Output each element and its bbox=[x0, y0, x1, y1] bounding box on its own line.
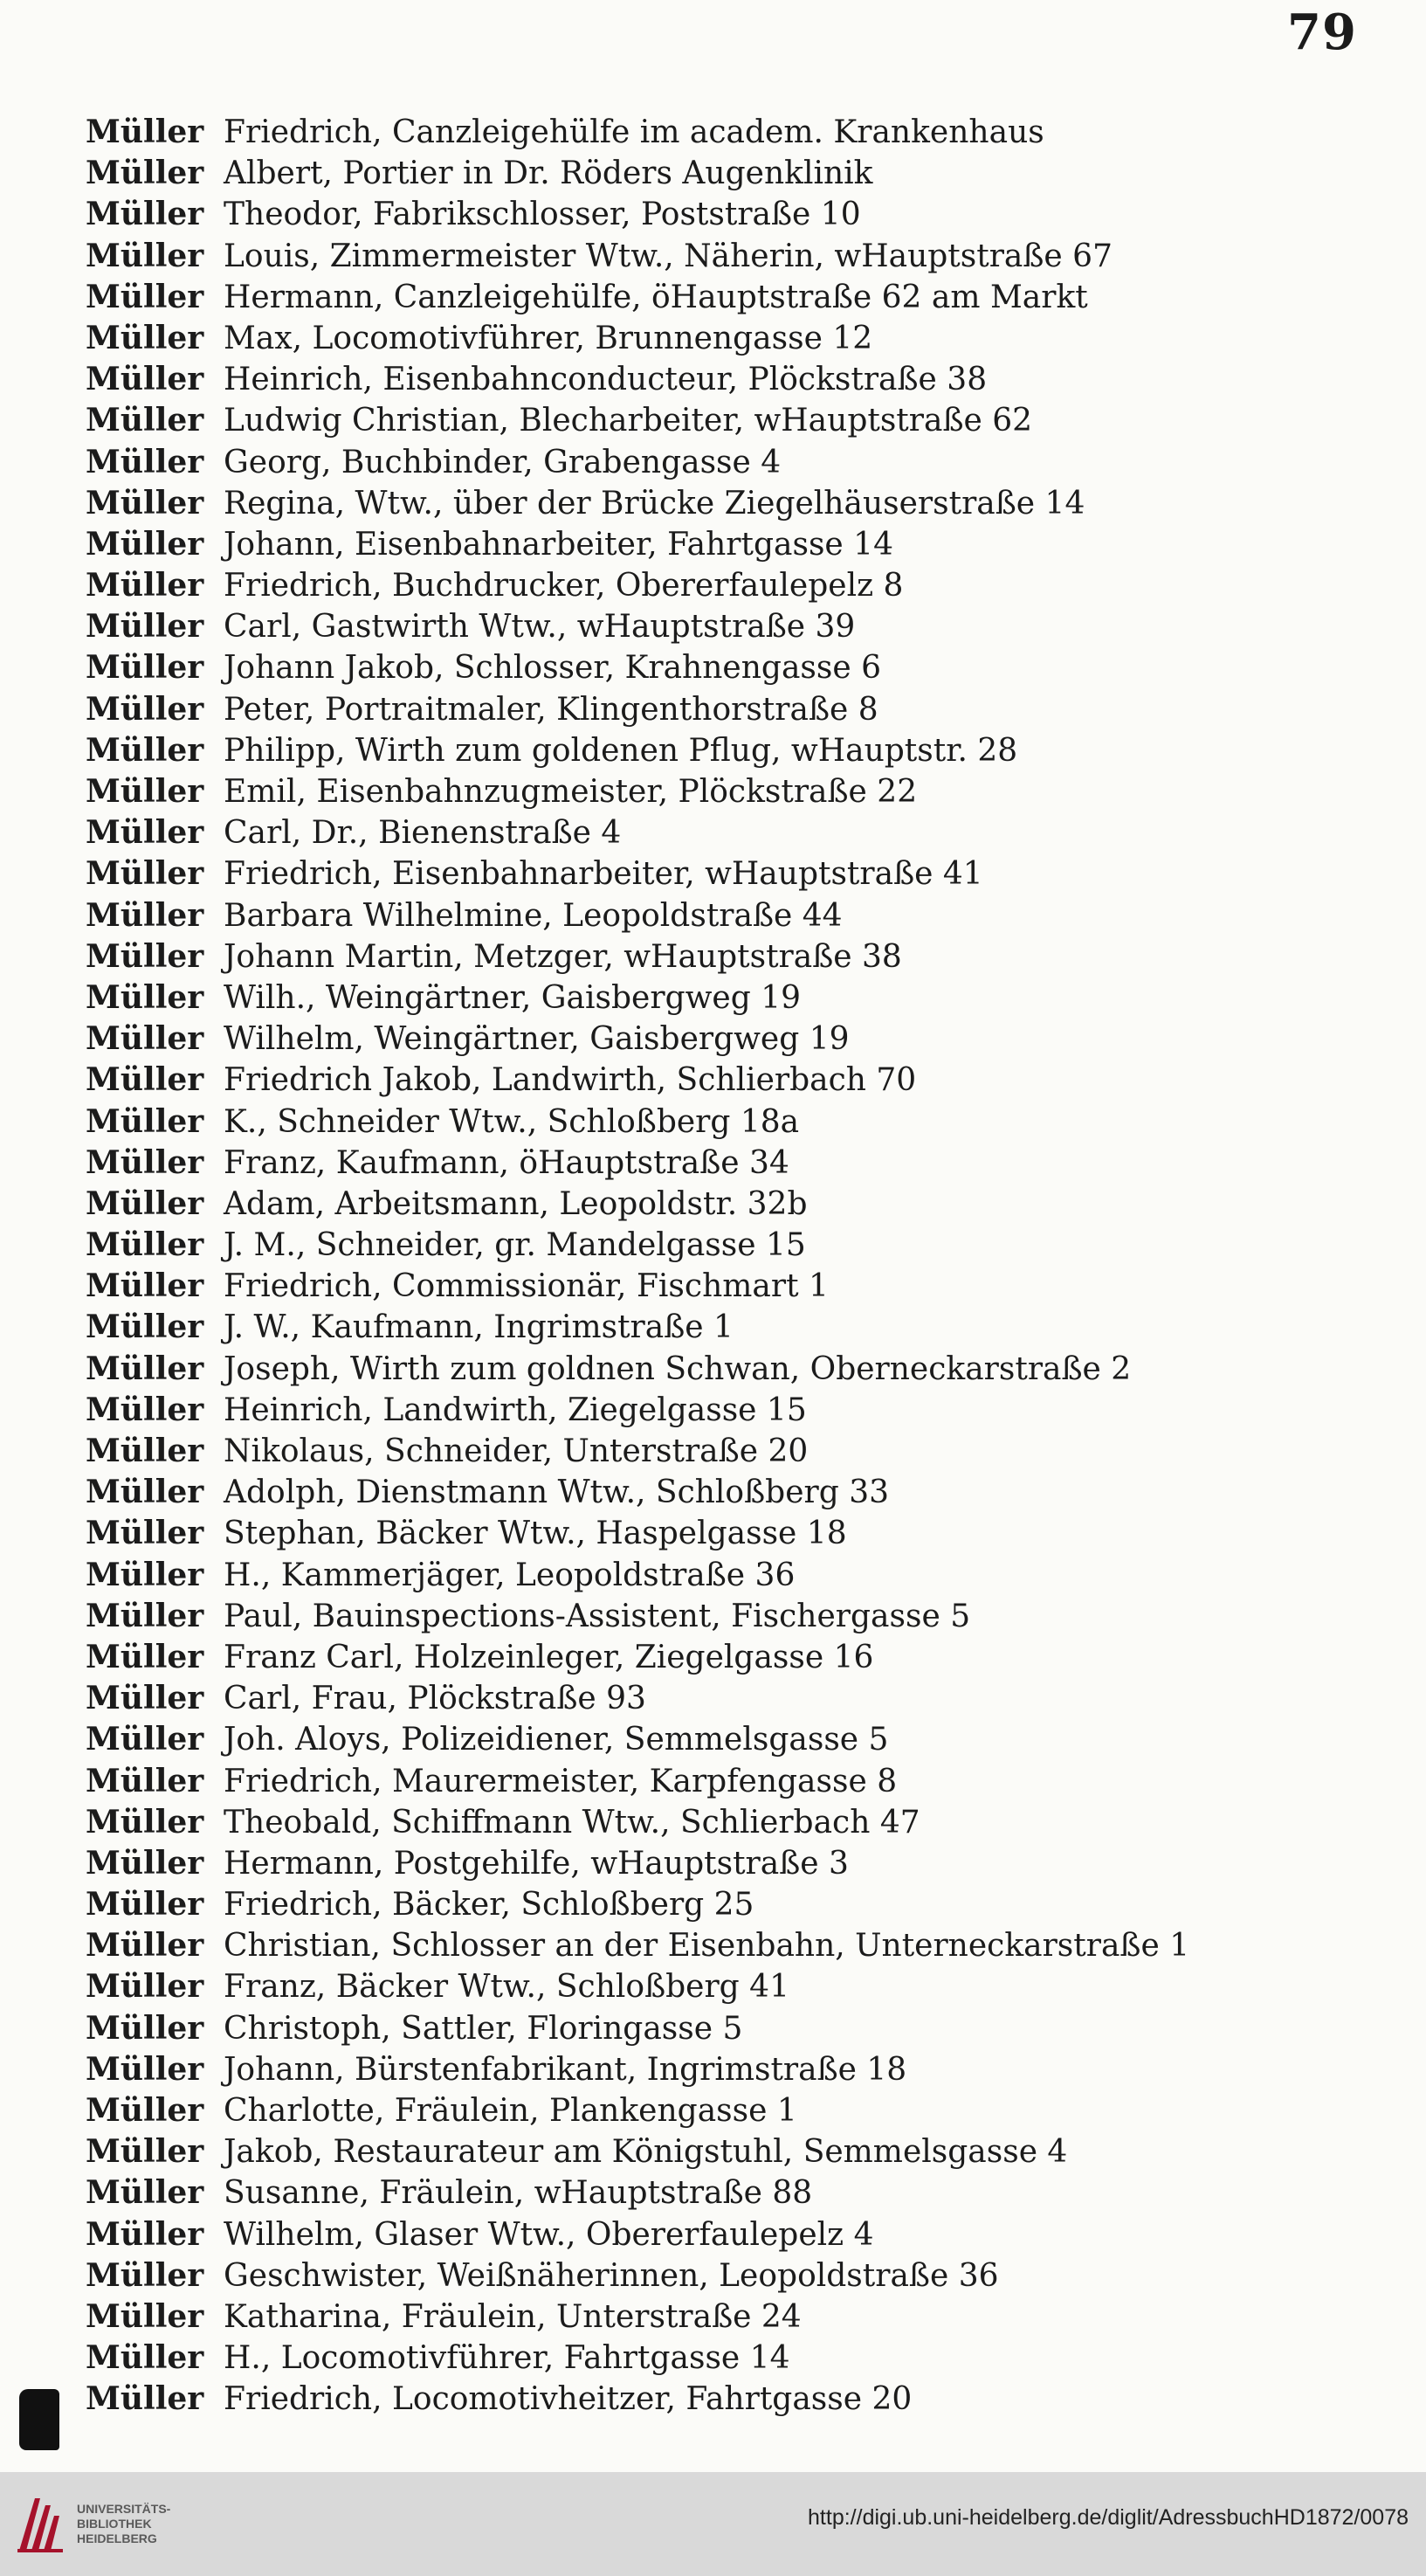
entry-surname: Müller bbox=[86, 402, 204, 439]
entry-surname: Müller bbox=[86, 1556, 204, 1593]
directory-entry bbox=[86, 1472, 1395, 1513]
directory-entry bbox=[86, 1143, 1395, 1184]
university-library-logo bbox=[16, 2491, 190, 2558]
entry-details: Friedrich, Locomotivheitzer, Fahrtgasse 20 bbox=[224, 2381, 913, 2418]
entry-surname: Müller bbox=[86, 2297, 204, 2335]
logo-text bbox=[77, 2502, 170, 2546]
entry-surname: Müller bbox=[86, 1184, 204, 1222]
entry-details: Joh. Aloys, Polizeidiener, Semmelsgasse 5 bbox=[224, 1722, 889, 1758]
entry-surname: Müller bbox=[86, 1803, 204, 1840]
entry-details: Hermann, Canzleigehülfe, öHauptstraße 62 am Markt bbox=[224, 279, 1088, 315]
entry-surname: Müller bbox=[86, 1597, 204, 1634]
entry-details: J. W., Kaufmann, Ingrimstraße 1 bbox=[224, 1309, 734, 1346]
entry-details: Friedrich, Commissionär, Fischmart 1 bbox=[224, 1268, 829, 1305]
entry-details: Friedrich, Eisenbahnarbeiter, wHauptstraße 41 bbox=[224, 856, 983, 893]
entry-details: Ludwig Christian, Blecharbeiter, wHauptstraße 62 bbox=[224, 403, 1033, 439]
entry-details: Heinrich, Landwirth, Ziegelgasse 15 bbox=[224, 1392, 807, 1428]
entry-details: Wilh., Weingärtner, Gaisbergweg 19 bbox=[224, 979, 802, 1016]
logo-line-2: BIBLIOTHEK bbox=[77, 2517, 152, 2531]
directory-entry bbox=[86, 2255, 1395, 2296]
directory-entry bbox=[86, 400, 1395, 441]
directory-entry bbox=[86, 1349, 1395, 1390]
entry-surname: Müller bbox=[86, 773, 204, 810]
entry-details: Wilhelm, Glaser Wtw., Obererfaulepelz 4 bbox=[224, 2216, 874, 2253]
directory-entry bbox=[86, 1884, 1395, 1925]
directory-entry bbox=[86, 1225, 1395, 1266]
directory-entry bbox=[86, 895, 1395, 936]
directory-entry bbox=[86, 647, 1395, 688]
entry-surname: Müller bbox=[86, 319, 204, 356]
page-number: 79 bbox=[1287, 3, 1357, 61]
directory-entry bbox=[86, 524, 1395, 565]
directory-entry bbox=[86, 1431, 1395, 1472]
entry-surname: Müller bbox=[86, 114, 204, 150]
entry-surname: Müller bbox=[86, 278, 204, 315]
entry-surname: Müller bbox=[86, 937, 204, 975]
directory-entry bbox=[86, 1678, 1395, 1719]
directory-entry-list bbox=[86, 112, 1395, 2421]
directory-entry bbox=[86, 2008, 1395, 2049]
directory-entry bbox=[86, 236, 1395, 277]
entry-surname: Müller bbox=[86, 1762, 204, 1799]
entry-details: Franz, Bäcker Wtw., Schloßberg 41 bbox=[224, 1969, 789, 2006]
directory-entry bbox=[86, 2131, 1395, 2172]
entry-details: Johann, Eisenbahnarbeiter, Fahrtgasse 14 bbox=[224, 526, 893, 563]
entry-details: Christian, Schlosser an der Eisenbahn, Unterneckarstraße 1 bbox=[224, 1928, 1190, 1965]
directory-entry bbox=[86, 565, 1395, 606]
entry-details: Paul, Bauinspections-Assistent, Fischergasse 5 bbox=[224, 1598, 971, 1634]
entry-surname: Müller bbox=[86, 2339, 204, 2377]
entry-surname: Müller bbox=[86, 1680, 204, 1717]
entry-surname: Müller bbox=[86, 484, 204, 521]
directory-entry bbox=[86, 1966, 1395, 2007]
entry-details: Carl, Frau, Plöckstraße 93 bbox=[224, 1681, 646, 1717]
entry-details: Emil, Eisenbahnzugmeister, Plöckstraße 22 bbox=[224, 774, 918, 810]
entry-surname: Müller bbox=[86, 2380, 204, 2418]
entry-surname: Müller bbox=[86, 361, 204, 398]
directory-entry bbox=[86, 936, 1395, 977]
directory-entry bbox=[86, 977, 1395, 1019]
directory-entry bbox=[86, 1802, 1395, 1843]
directory-entry bbox=[86, 1637, 1395, 1678]
entry-surname: Müller bbox=[86, 567, 204, 604]
directory-entry bbox=[86, 1596, 1395, 1637]
directory-entry bbox=[86, 730, 1395, 771]
entry-details: Friedrich, Buchdrucker, Obererfaulepelz 8 bbox=[224, 568, 904, 604]
entry-details: Franz Carl, Holzeinleger, Ziegelgasse 16 bbox=[224, 1639, 874, 1675]
entry-surname: Müller bbox=[86, 1102, 204, 1140]
entry-surname: Müller bbox=[86, 896, 204, 934]
entry-surname: Müller bbox=[86, 1061, 204, 1099]
directory-entry bbox=[86, 442, 1395, 483]
entry-surname: Müller bbox=[86, 237, 204, 274]
directory-entry bbox=[86, 2296, 1395, 2338]
directory-entry bbox=[86, 1184, 1395, 1225]
directory-entry bbox=[86, 194, 1395, 235]
entry-surname: Müller bbox=[86, 608, 204, 646]
entry-surname: Müller bbox=[86, 1886, 204, 1923]
entry-surname: Müller bbox=[86, 1226, 204, 1264]
entry-surname: Müller bbox=[86, 1433, 204, 1469]
entry-surname: Müller bbox=[86, 1267, 204, 1305]
entry-surname: Müller bbox=[86, 1474, 204, 1511]
entry-surname: Müller bbox=[86, 2174, 204, 2212]
entry-details: Johann Jakob, Schlosser, Krahnengasse 6 bbox=[224, 650, 882, 687]
entry-surname: Müller bbox=[86, 1638, 204, 1675]
directory-entry bbox=[86, 1925, 1395, 1966]
entry-surname: Müller bbox=[86, 649, 204, 687]
entry-surname: Müller bbox=[86, 978, 204, 1016]
source-url-link[interactable]: http://digi.ub.uni-heidelberg.de/diglit/AdressbuchHD1872/0078 bbox=[808, 2505, 1409, 2530]
entry-details: Regina, Wtw., über der Brücke Ziegelhäuserstraße 14 bbox=[224, 485, 1085, 521]
entry-details: Louis, Zimmermeister Wtw., Näherin, wHauptstraße 67 bbox=[224, 238, 1113, 274]
directory-entry bbox=[86, 1719, 1395, 1760]
entry-details: Friedrich Jakob, Landwirth, Schlierbach 70 bbox=[224, 1062, 917, 1099]
entry-surname: Müller bbox=[86, 1927, 204, 1965]
entry-details: J. M., Schneider, gr. Mandelgasse 15 bbox=[224, 1227, 806, 1264]
entry-details: Peter, Portraitmaler, Klingenthorstraße 8 bbox=[224, 691, 878, 728]
entry-surname: Müller bbox=[86, 1020, 204, 1058]
directory-entry bbox=[86, 2214, 1395, 2255]
directory-entry bbox=[86, 277, 1395, 318]
entry-surname: Müller bbox=[86, 443, 204, 480]
directory-entry bbox=[86, 2379, 1395, 2420]
logo-line-3: HEIDELBERG bbox=[77, 2531, 157, 2545]
entry-surname: Müller bbox=[86, 1721, 204, 1758]
viewer-footer bbox=[0, 2472, 1426, 2576]
directory-entry bbox=[86, 153, 1395, 194]
entry-details: Georg, Buchbinder, Grabengasse 4 bbox=[224, 444, 782, 480]
entry-details: Albert, Portier in Dr. Röders Augenklinik bbox=[224, 155, 873, 192]
entry-surname: Müller bbox=[86, 2215, 204, 2253]
directory-entry bbox=[86, 2172, 1395, 2213]
entry-details: H., Kammerjäger, Leopoldstraße 36 bbox=[224, 1557, 796, 1593]
entry-details: Friedrich, Maurermeister, Karpfengasse 8 bbox=[224, 1763, 898, 1799]
directory-entry bbox=[86, 1761, 1395, 1802]
entry-surname: Müller bbox=[86, 1391, 204, 1428]
entry-details: Christoph, Sattler, Floringasse 5 bbox=[224, 2010, 743, 2047]
entry-details: Theobald, Schiffmann Wtw., Schlierbach 47 bbox=[224, 1804, 920, 1840]
entry-details: Friedrich, Canzleigehülfe im academ. Krankenhaus bbox=[224, 114, 1044, 150]
logo-line-1: UNIVERSITÄTS- bbox=[77, 2502, 171, 2516]
entry-details: Johann, Bürstenfabrikant, Ingrimstraße 18 bbox=[224, 2051, 907, 2088]
entry-details: Susanne, Fräulein, wHauptstraße 88 bbox=[224, 2175, 813, 2212]
directory-entry bbox=[86, 1266, 1395, 1307]
entry-details: Franz, Kaufmann, öHauptstraße 34 bbox=[224, 1144, 789, 1181]
entry-details: Barbara Wilhelmine, Leopoldstraße 44 bbox=[224, 897, 843, 934]
entry-surname: Müller bbox=[86, 2256, 204, 2294]
directory-entry bbox=[86, 1843, 1395, 1884]
directory-entry bbox=[86, 689, 1395, 730]
entry-details: K., Schneider Wtw., Schloßberg 18a bbox=[224, 1103, 800, 1140]
entry-surname: Müller bbox=[86, 525, 204, 563]
entry-details: Hermann, Postgehilfe, wHauptstraße 3 bbox=[224, 1845, 849, 1882]
directory-entry bbox=[86, 853, 1395, 894]
entry-surname: Müller bbox=[86, 2133, 204, 2171]
directory-entry bbox=[86, 1307, 1395, 1348]
directory-entry bbox=[86, 1513, 1395, 1554]
directory-entry bbox=[86, 771, 1395, 812]
entry-details: Geschwister, Weißnäherinnen, Leopoldstraße 36 bbox=[224, 2257, 999, 2294]
directory-entry bbox=[86, 318, 1395, 359]
directory-entry bbox=[86, 1102, 1395, 1143]
entry-surname: Müller bbox=[86, 690, 204, 728]
entry-details: Adolph, Dienstmann Wtw., Schloßberg 33 bbox=[224, 1474, 890, 1511]
entry-details: H., Locomotivführer, Fahrtgasse 14 bbox=[224, 2340, 790, 2377]
entry-details: Charlotte, Fräulein, Plankengasse 1 bbox=[224, 2093, 797, 2129]
entry-surname: Müller bbox=[86, 2050, 204, 2088]
directory-entry bbox=[86, 112, 1395, 153]
directory-entry bbox=[86, 359, 1395, 400]
directory-entry bbox=[86, 2338, 1395, 2379]
entry-surname: Müller bbox=[86, 814, 204, 852]
directory-entry bbox=[86, 2090, 1395, 2131]
entry-details: Joseph, Wirth zum goldnen Schwan, Oberneckarstraße 2 bbox=[224, 1350, 1132, 1387]
directory-entry bbox=[86, 1390, 1395, 1431]
entry-details: Philipp, Wirth zum goldenen Pflug, wHauptstr. 28 bbox=[224, 732, 1018, 769]
entry-details: Carl, Gastwirth Wtw., wHauptstraße 39 bbox=[224, 609, 856, 646]
entry-details: Heinrich, Eisenbahnconducteur, Plöckstraße 38 bbox=[224, 362, 988, 398]
library-logo-icon bbox=[16, 2493, 66, 2554]
entry-surname: Müller bbox=[86, 731, 204, 769]
entry-details: Johann Martin, Metzger, wHauptstraße 38 bbox=[224, 938, 902, 975]
entry-surname: Müller bbox=[86, 155, 204, 192]
directory-entry bbox=[86, 483, 1395, 524]
entry-details: Adam, Arbeitsmann, Leopoldstr. 32b bbox=[224, 1185, 808, 1222]
entry-surname: Müller bbox=[86, 1968, 204, 2006]
entry-details: Katharina, Fräulein, Unterstraße 24 bbox=[224, 2298, 802, 2335]
entry-details: Stephan, Bäcker Wtw., Haspelgasse 18 bbox=[224, 1516, 847, 1552]
entry-surname: Müller bbox=[86, 1844, 204, 1882]
entry-details: Jakob, Restaurateur am Königstuhl, Semmelsgasse 4 bbox=[224, 2134, 1068, 2171]
scan-artifact bbox=[19, 2389, 59, 2450]
entry-surname: Müller bbox=[86, 1350, 204, 1387]
directory-entry bbox=[86, 812, 1395, 853]
entry-surname: Müller bbox=[86, 2092, 204, 2129]
entry-surname: Müller bbox=[86, 1143, 204, 1181]
directory-entry bbox=[86, 606, 1395, 647]
directory-entry bbox=[86, 1060, 1395, 1101]
entry-surname: Müller bbox=[86, 1309, 204, 1346]
directory-entry bbox=[86, 1019, 1395, 1060]
entry-details: Theodor, Fabrikschlosser, Poststraße 10 bbox=[224, 197, 861, 233]
entry-details: Nikolaus, Schneider, Unterstraße 20 bbox=[224, 1433, 809, 1469]
entry-details: Carl, Dr., Bienenstraße 4 bbox=[224, 815, 622, 852]
entry-surname: Müller bbox=[86, 855, 204, 893]
directory-entry bbox=[86, 1555, 1395, 1596]
entry-surname: Müller bbox=[86, 2009, 204, 2047]
entry-details: Max, Locomotivführer, Brunnengasse 12 bbox=[224, 320, 873, 356]
entry-surname: Müller bbox=[86, 1515, 204, 1552]
directory-entry bbox=[86, 2049, 1395, 2090]
entry-details: Wilhelm, Weingärtner, Gaisbergweg 19 bbox=[224, 1021, 850, 1058]
entry-surname: Müller bbox=[86, 196, 204, 233]
entry-details: Friedrich, Bäcker, Schloßberg 25 bbox=[224, 1887, 754, 1923]
